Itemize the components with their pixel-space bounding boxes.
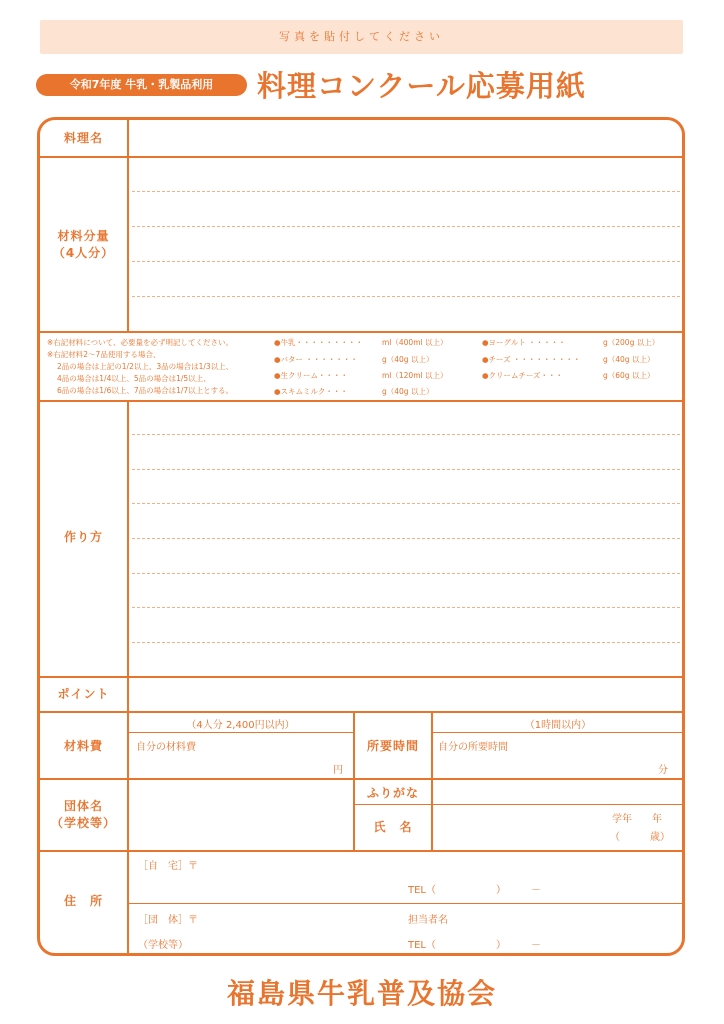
home-address-label: ［自 宅］〒	[138, 861, 198, 872]
writing-line	[132, 642, 680, 643]
ingredients-label: 材料分量	[57, 229, 110, 243]
year-badge: 令和7年度 牛乳・乳製品利用	[36, 74, 247, 96]
group-address-label: ［団 体］〒	[138, 915, 198, 926]
writing-line	[132, 434, 680, 435]
divider	[39, 331, 683, 333]
divider	[39, 778, 683, 780]
home-tel: TEL（ ） －	[408, 885, 541, 896]
writing-line	[132, 226, 680, 227]
group-sub-label: （学校等）	[50, 816, 116, 830]
dairy-amount: g（40g 以上）	[603, 355, 655, 364]
dairy-amount: ml（120ml 以上）	[382, 371, 448, 380]
dairy-item-butter: ●バター ・・・・・・・	[274, 355, 358, 364]
ingredients-sub-label: （4人分）	[52, 246, 115, 260]
photo-placeholder-bar: 写真を貼付してください	[40, 20, 683, 54]
dairy-amount: g（200g 以上）	[603, 338, 660, 347]
point-label: ポイント	[57, 687, 110, 701]
group-address-sub: （学校等）	[138, 940, 188, 951]
dairy-item-yogurt: ●ヨーグルト ・・・・・	[482, 338, 566, 347]
divider	[39, 156, 683, 158]
writing-line	[132, 469, 680, 470]
group-tel: TEL（ ） －	[408, 940, 541, 951]
note-line: ※右記材料2〜7品使用する場合、	[47, 350, 161, 359]
cost-limit: （4人分 2,400円以内）	[186, 720, 295, 731]
dairy-item-skim-milk: ●スキムミルク・・・	[274, 387, 348, 396]
divider	[128, 903, 683, 904]
writing-line	[132, 573, 680, 574]
note-line: ※右記材料について、必要量を必ず明記してください。	[47, 338, 233, 347]
page-title: 料理コンクール応募用紙	[257, 69, 586, 103]
divider	[128, 732, 353, 733]
dairy-item-cheese: ●チーズ ・・・・・・・・・	[482, 355, 581, 364]
time-field-label: 自分の所要時間	[438, 742, 508, 753]
divider	[39, 400, 683, 402]
writing-line	[132, 607, 680, 608]
note-line: 4品の場合は1/4以上、5品の場合は1/5以上、	[57, 374, 211, 383]
time-label: 所要時間	[366, 739, 419, 753]
divider	[127, 400, 129, 953]
dairy-amount: g（60g 以上）	[603, 371, 655, 380]
name-label: 氏 名	[373, 820, 413, 834]
contact-person-label: 担当者名	[408, 915, 448, 926]
cost-field-label: 自分の材料費	[136, 742, 196, 753]
note-line: 2品の場合は上記の1/2以上、3品の場合は1/3以上、	[57, 362, 234, 371]
organization-name: 福島県牛乳普及協会	[226, 977, 497, 1010]
furigana-label: ふりがな	[366, 786, 419, 800]
divider	[39, 676, 683, 678]
writing-line	[132, 538, 680, 539]
dairy-item-cream: ●生クリーム・・・・	[274, 371, 349, 380]
dairy-amount: ml（400ml 以上）	[382, 338, 448, 347]
time-unit: 分	[658, 765, 668, 776]
method-label: 作り方	[63, 530, 103, 544]
time-limit: （1時間以内）	[524, 720, 592, 731]
dish-name-label: 料理名	[63, 131, 103, 145]
group-label: 団体名	[63, 799, 103, 813]
divider	[354, 804, 683, 805]
divider	[433, 732, 683, 733]
address-label: 住 所	[63, 894, 103, 908]
divider	[127, 120, 129, 331]
divider	[39, 711, 683, 713]
writing-line	[132, 191, 680, 192]
cost-unit: 円	[333, 765, 343, 776]
dairy-item-milk: ●牛乳・・・・・・・・・	[274, 338, 364, 347]
note-line: 6品の場合は1/6以上、7品の場合は1/7以上とする。	[57, 386, 234, 395]
writing-line	[132, 503, 680, 504]
divider	[39, 850, 683, 852]
grade-field: 学年 年	[612, 814, 662, 825]
cost-label: 材料費	[63, 739, 103, 753]
age-field: （ 歳）	[610, 832, 670, 843]
dairy-amount: g（40g 以上）	[382, 387, 434, 396]
dairy-amount: g（40g 以上）	[382, 355, 434, 364]
writing-line	[132, 261, 680, 262]
writing-line	[132, 296, 680, 297]
dairy-item-cream-cheese: ●クリームチーズ・・・	[482, 371, 564, 380]
